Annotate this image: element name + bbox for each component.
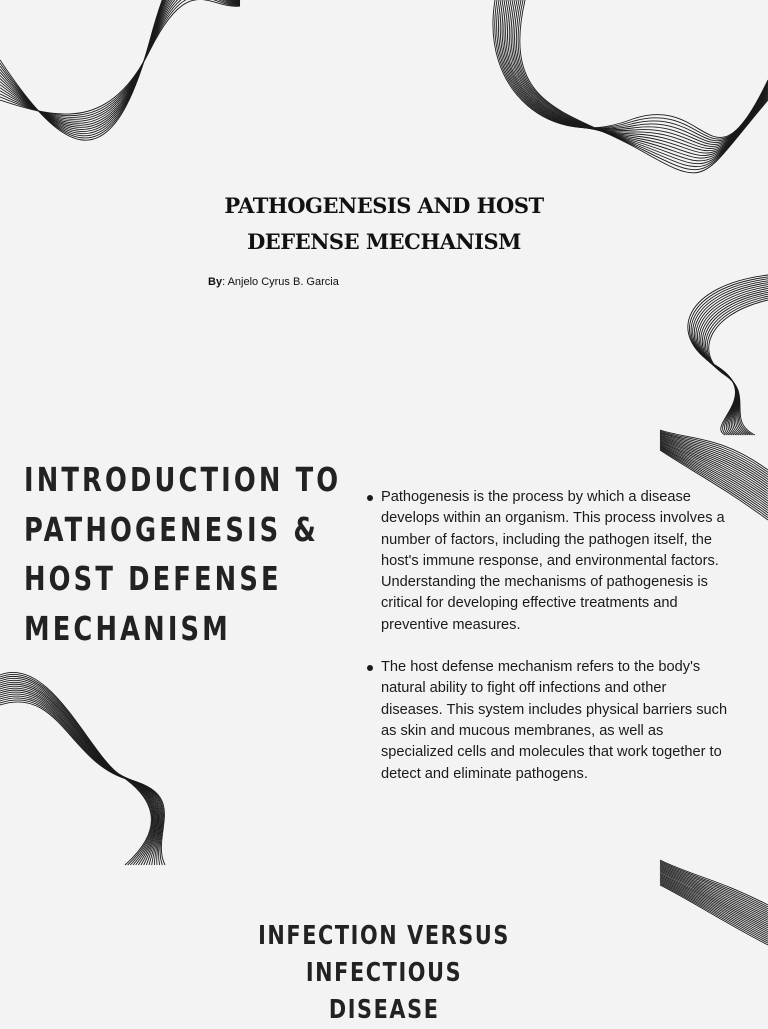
heading-line: HOST DEFENSE [24, 559, 282, 598]
wave-line [506, 0, 768, 151]
wave-line [0, 696, 162, 865]
wave-line [0, 678, 154, 865]
heading-line: INTRODUCTION TO [24, 460, 342, 499]
heading-line: PATHOGENESIS & [24, 509, 319, 549]
wave-line [0, 0, 240, 138]
wave-line [0, 0, 240, 140]
wave-lines-right-middle-icon [655, 265, 768, 435]
wave-line [0, 680, 155, 865]
wave-line [660, 870, 768, 921]
wave-lines-top-right-icon [480, 0, 768, 215]
wave-line [0, 694, 161, 865]
byline-author: : Anjelo Cyrus B. Garcia [222, 276, 339, 288]
byline-label: By [208, 276, 223, 288]
wave-line [518, 0, 768, 170]
wave-line [0, 690, 159, 865]
wave-line [0, 686, 157, 865]
wave-line [0, 0, 240, 114]
wave-line [500, 0, 768, 144]
wave-line [0, 682, 156, 865]
wave-line [0, 688, 158, 865]
wave-line [0, 672, 151, 865]
heading-line: MECHANISM [24, 608, 231, 648]
byline [208, 276, 339, 288]
title-line: DEFENSE MECHANISM [247, 229, 521, 254]
wave-line [660, 872, 768, 924]
bullet-icon [367, 495, 373, 501]
wave-line [493, 0, 768, 137]
wave-line [0, 692, 160, 865]
title-line: PATHOGENESIS AND HOST [224, 193, 544, 218]
section-heading [134, 918, 634, 1029]
wave-line [504, 0, 768, 149]
wave-line [495, 0, 768, 139]
list-item [367, 657, 729, 785]
wave-lines-left-bottom-icon [0, 665, 175, 865]
wave-line [0, 684, 156, 865]
wave-line [0, 698, 163, 865]
wave-lines-top-left-icon [0, 0, 240, 200]
wave-line [0, 676, 153, 865]
bullet-icon [367, 665, 373, 671]
list-item [367, 487, 729, 636]
wave-line [0, 702, 165, 865]
intro-heading [24, 455, 367, 653]
bullet-text: Pathogenesis is the process by which a disease develops within an organism. This process involves a number of factors, including the pathogen itself, the host's immune response, and environmental factors. Understanding the mechanisms of pathogenesis is critical for developing effective treatments and preventive measures. [381, 489, 725, 633]
section-heading-line: INFECTION VERSUS INFECTIOUS [258, 921, 510, 988]
wave-line [660, 880, 768, 937]
wave-line [0, 674, 152, 865]
wave-lines-bottom-right-icon [660, 860, 768, 950]
wave-line [497, 0, 768, 141]
wave-line [502, 0, 768, 146]
intro-bullet-list [367, 487, 729, 806]
wave-line [660, 871, 768, 922]
wave-line [520, 0, 768, 173]
page-title [184, 188, 584, 260]
section-heading-line: DISEASE [328, 995, 440, 1025]
bullet-text: The host defense mechanism refers to the body's natural ability to fight off infections and other diseases. This system includes physical barriers such as skin and mucous membranes, as well as specialized cells and molecules that work together to detect and eliminate pathogens. [381, 659, 728, 782]
